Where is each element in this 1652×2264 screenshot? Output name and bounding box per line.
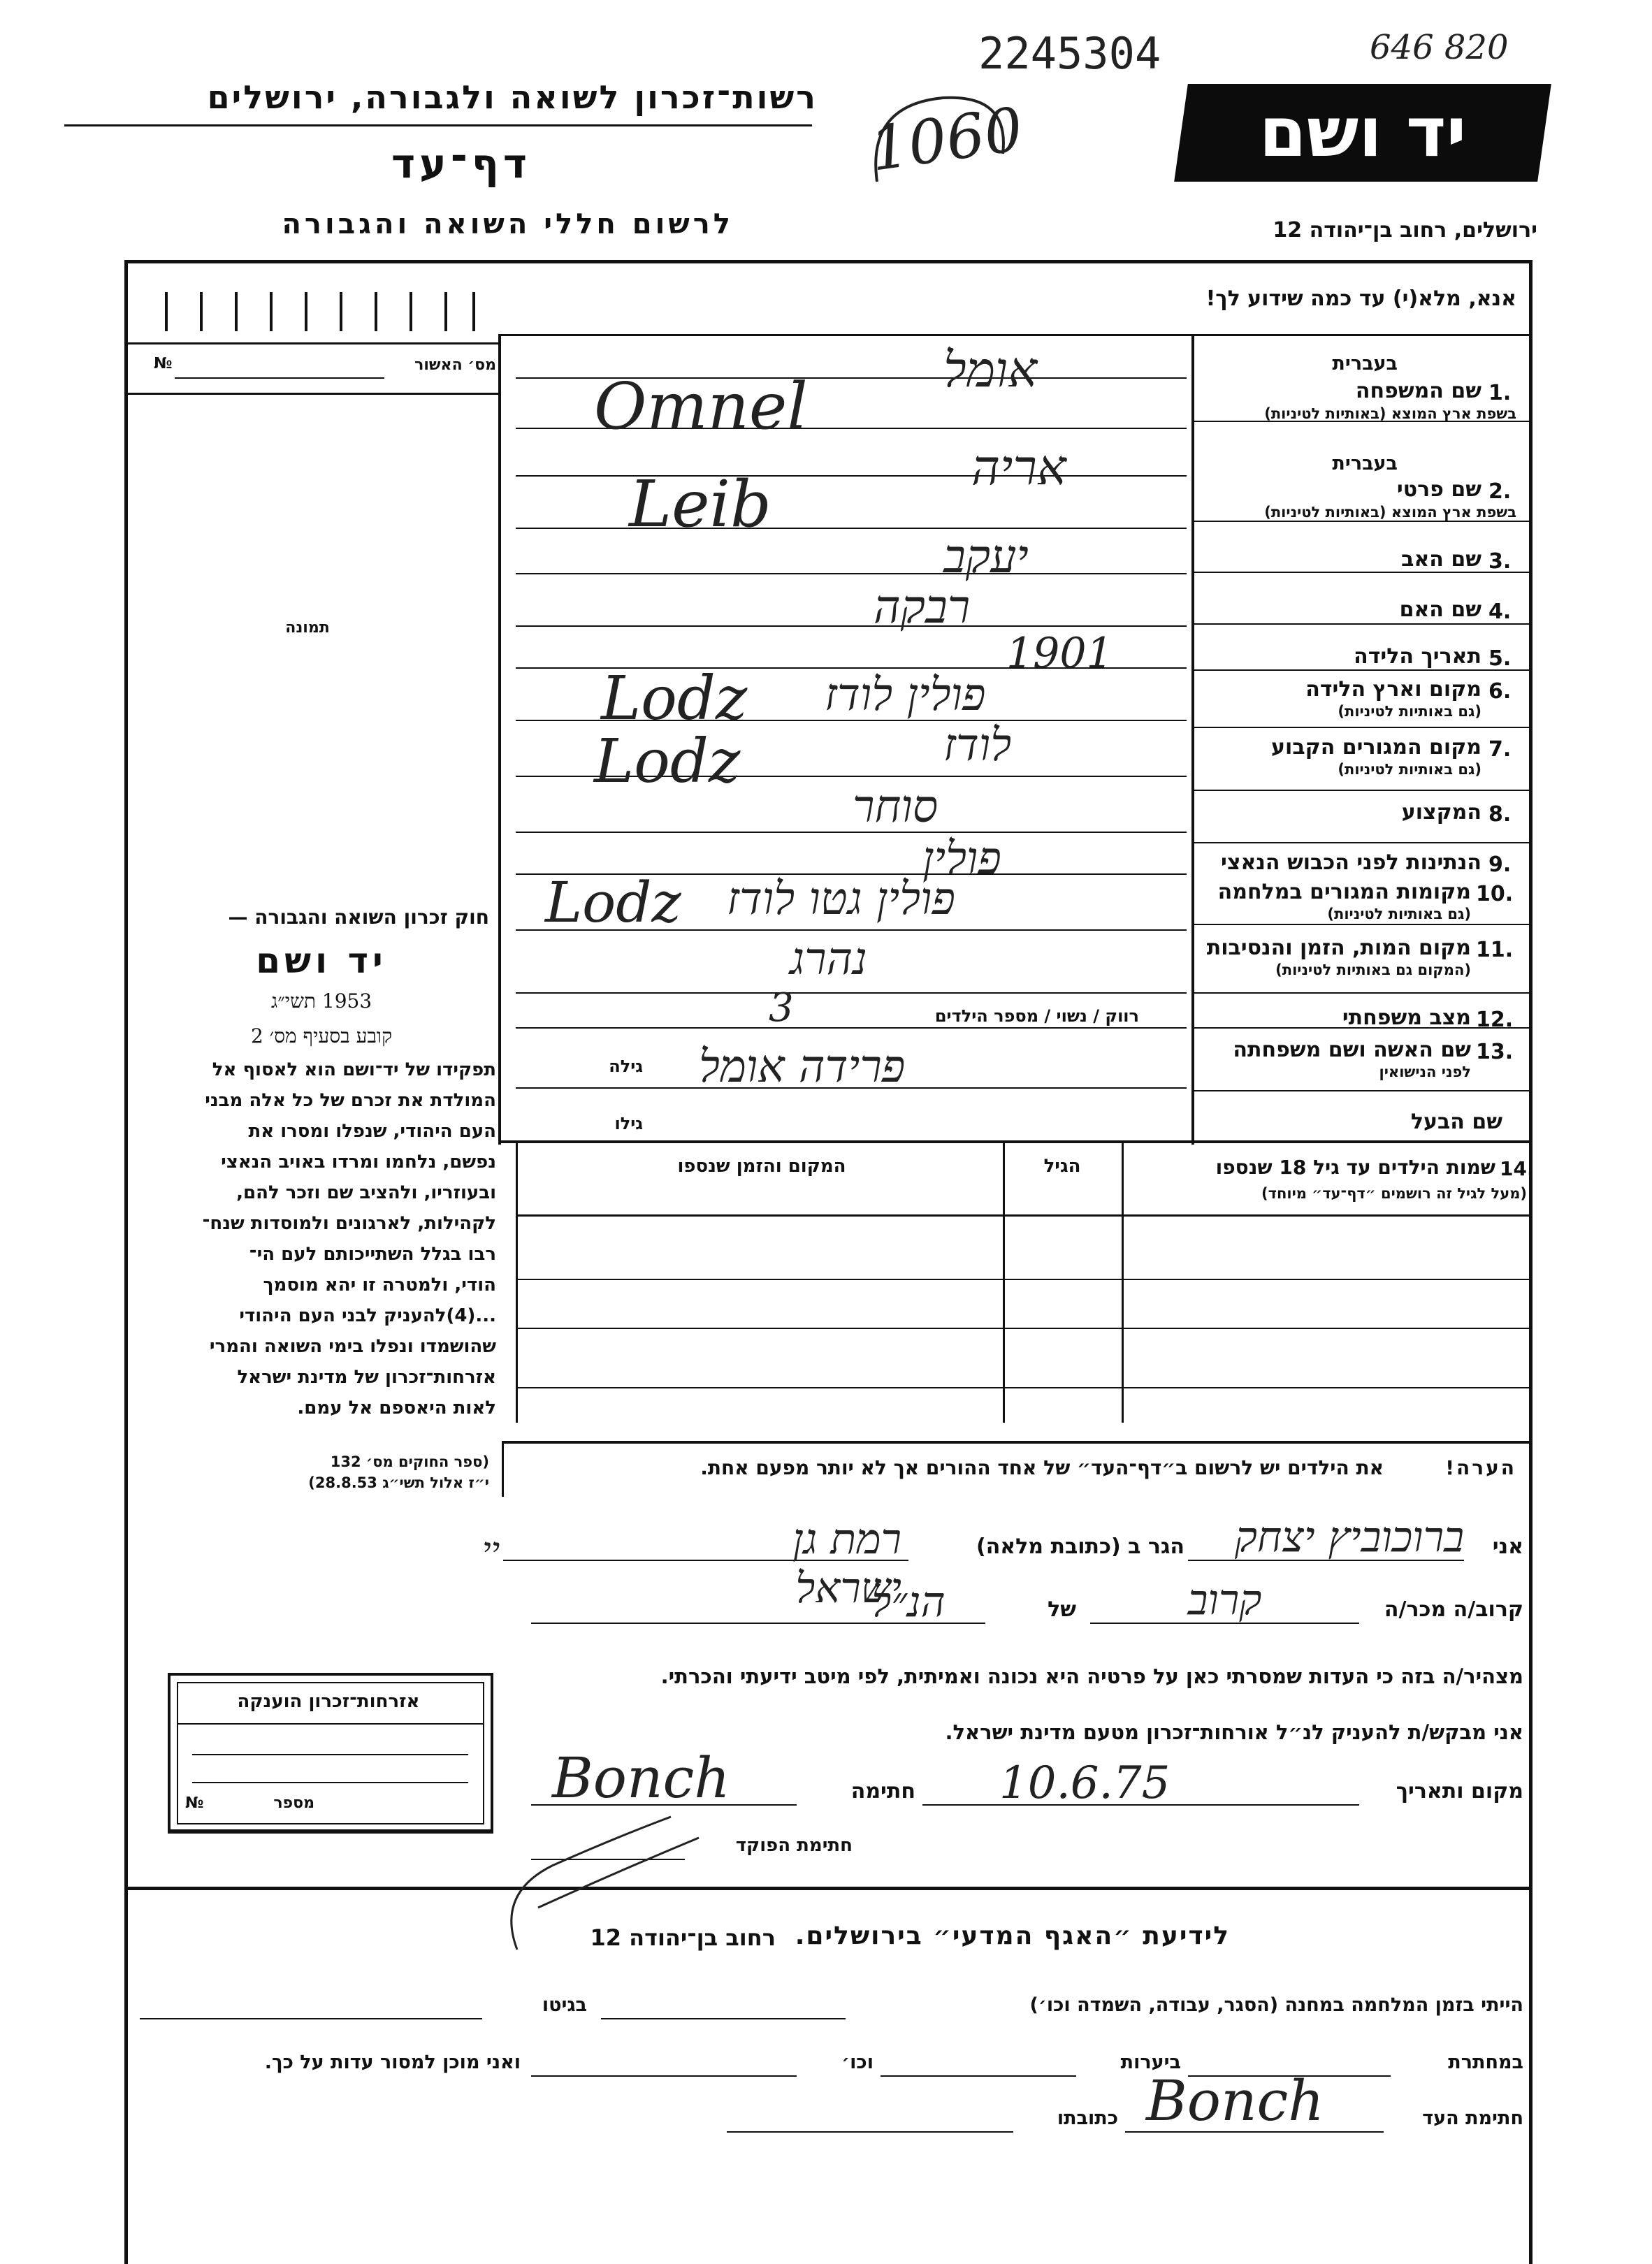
camp-line: [601, 2018, 846, 2019]
value-wartime-residence-latin: Lodz: [545, 870, 681, 935]
law-text-line: נפשם, נלחמו ומרדו באויב הנאצי: [221, 1152, 496, 1173]
children-header-rule: [516, 1214, 1529, 1217]
value-row-line: [516, 1027, 1187, 1029]
photo-box-top: [128, 393, 498, 395]
law-text-line: אזרחות־זכרון של מדינת ישראל: [237, 1367, 496, 1388]
children-field-number: 14.: [1500, 1157, 1535, 1180]
grid-bottom: [498, 1140, 1529, 1143]
place-date-value: 10.6.75: [999, 1757, 1171, 1809]
field-label-mother-name: שם האם: [1399, 597, 1481, 622]
handwritten-pen-strokes: [475, 1789, 839, 1964]
field-label-profession: המקצוע: [1401, 800, 1481, 825]
form-title: דף־עד: [391, 140, 532, 187]
label-row-line: [1194, 790, 1529, 791]
children-col-place: [1003, 1143, 1005, 1423]
underground-label: במחתרת: [1448, 2052, 1523, 2073]
grid-label-divider: [1191, 334, 1194, 1145]
field-label-wife-name: שם האשה ושם משפחתה: [1233, 1038, 1471, 1062]
law-reference-2: י״ז אלול תשי״ג 28.8.53): [308, 1474, 489, 1491]
field-num-1: 1.: [1488, 381, 1512, 405]
signature-value: Bonch: [552, 1746, 730, 1811]
field-label-residence: מקום המגורים הקבוע: [1271, 735, 1481, 760]
form-subtitle: לרשום חללי השואה והגבורה: [282, 208, 734, 240]
law-text-line: ...(4)להעניק לבני העם היהודי: [239, 1305, 496, 1326]
citizenship-line-1: [192, 1754, 468, 1755]
husband-age-label: גילו: [614, 1114, 643, 1133]
field-num-13: 13.: [1476, 1040, 1514, 1064]
citizenship-title-rule: [177, 1723, 484, 1725]
value-wife-name: פרידה אומל: [699, 1041, 906, 1093]
citizenship-request: אני מבקש/ת להעניק לנ״ל אורחות־זכרון מטעם מדינת ישראל.: [945, 1720, 1523, 1744]
value-birth-place-latin: Lodz: [601, 664, 748, 734]
law-text-line: העם היהודי, שנפלו ומסרו את: [248, 1121, 496, 1142]
label-row-line: [1194, 842, 1529, 843]
value-birth-date: 1901: [1006, 629, 1113, 678]
law-text-line: לקהילות, לארגונים ולמוסדות שנח־: [202, 1213, 496, 1234]
bottom-address: רחוב בן־יהודה 12: [590, 1924, 776, 1951]
declaration-statement: מצהיר/ה בזה כי העדות שמסרתי כאן על פרטיה היא נכונה ואמיתית, לפי מיטב ידיעתי והכרתי.: [660, 1664, 1523, 1688]
approval-no-sign: №: [154, 355, 173, 372]
law-clause: קובע בסעיף מס׳ 2: [250, 1024, 393, 1047]
logo-text: יד ושם: [1259, 93, 1467, 173]
value-row-line: [516, 573, 1187, 574]
camp-line-label: הייתי בזמן המלחמה במחנה (הסגר, עבודה, השמדה וכו׳): [1029, 1994, 1523, 2016]
value-children-count: 3: [769, 985, 794, 1031]
law-text-line: שהושמדו ונפלו בימי השואה והמרי: [209, 1336, 496, 1357]
frame-right: [1529, 260, 1533, 2264]
label-row-line: [1194, 521, 1529, 522]
field-num-8: 8.: [1488, 802, 1512, 827]
handwritten-corner-number: 646 820: [1370, 28, 1509, 67]
law-title: חוק זכרון השואה והגבורה —: [228, 906, 489, 929]
note-left-rule: [502, 1441, 504, 1497]
etc-line: [531, 2075, 797, 2077]
relation-value: קרוב: [1187, 1576, 1262, 1625]
field-sub-wife-name: לפני הנישואין: [1379, 1064, 1471, 1080]
of-value: הנ״ל: [871, 1578, 945, 1627]
citizenship-number-label: מספר: [273, 1794, 314, 1812]
field-label-nationality: הנתינות לפני הכבוש הנאצי: [1221, 850, 1481, 875]
ghetto-line: [140, 2018, 482, 2019]
grid-left-border: [498, 334, 501, 1145]
approval-number-line: [175, 377, 384, 379]
children-col-age: [1122, 1143, 1124, 1423]
of-label: של: [1048, 1597, 1076, 1622]
field-label-birth-date: תאריך הלידה: [1354, 644, 1481, 669]
forests-label: ביערות: [1120, 2052, 1181, 2073]
handwritten-circle-mark: [860, 77, 1020, 210]
field-num-4: 4.: [1488, 600, 1512, 624]
value-row-line: [516, 992, 1187, 994]
value-father-name: יעקב: [943, 530, 1029, 583]
label-row-line: [1194, 992, 1529, 994]
place-date-label: מקום ותאריך: [1396, 1779, 1523, 1804]
frame-left: [124, 260, 128, 2264]
header-rule: [64, 124, 812, 126]
hebrew-label-1: בעברית: [1332, 353, 1398, 375]
law-text-line: רבו בגלל השתייכותם לעם הי־: [249, 1244, 496, 1265]
approval-number-label: מס׳ האשור: [414, 356, 496, 374]
value-row-line: [516, 528, 1187, 529]
handwritten-record-number: 2245304: [978, 28, 1161, 79]
law-text-line: תפקידו של יד־ושם הוא לאסוף אל: [212, 1059, 496, 1080]
photo-label: תמונה: [285, 619, 330, 637]
officer-signature-label: חתימת הפוקד: [735, 1835, 853, 1856]
hebrew-label-2: בעברית: [1332, 453, 1398, 474]
org-name: רשות־זכרון לשואה ולגבורה, ירושלים: [207, 78, 818, 116]
law-year: 1953 תשי״ג: [270, 989, 372, 1013]
children-subheading: (מעל לגיל זה רושמים ״דף־עד״ מיוחד): [1261, 1185, 1527, 1202]
citizenship-line-2: [192, 1782, 468, 1783]
declarant-address: רמת גן ישראל: [792, 1515, 901, 1613]
bottom-heading: לידיעת ״האגף המדעי״ בירושלים.: [795, 1922, 1230, 1950]
children-age-column: הגיל: [1043, 1156, 1081, 1177]
children-heading: שמות הילדים עד גיל 18 שנספו: [1215, 1156, 1495, 1179]
law-text-line: הודי, ולמטרה זו יהא מוסמך: [263, 1275, 496, 1296]
value-wartime-residence: פולין גטו לודז: [727, 873, 955, 925]
witness-signature-label: חתימת העד: [1422, 2107, 1523, 2129]
fill-request: אנא, מלא(י) עד כמה שידוע לך!: [1205, 286, 1516, 311]
field-num-6: 6.: [1488, 679, 1512, 704]
children-place-column: המקום והזמן שנספו: [677, 1156, 846, 1177]
field-label-husband-name: שם הבעל: [1410, 1110, 1502, 1134]
value-birth-place: פולין לודז: [825, 669, 986, 721]
law-text-line: ובעוזריו, ולהציב שם וזכר להם,: [236, 1182, 496, 1203]
label-row-line: [1194, 572, 1529, 573]
note-text: את הילדים יש לרשום ב״דף־העד״ של אחד ההורים אך לא יותר מפעם אחת.: [700, 1456, 1384, 1479]
law-reference-1: (ספר החוקים מס׳ 132: [330, 1453, 489, 1470]
value-residence: לודז: [943, 720, 1012, 771]
yad-vashem-logo: [1174, 84, 1551, 182]
wife-age-label: גילה: [609, 1057, 643, 1076]
field-num-9: 9.: [1488, 852, 1512, 877]
field-sub-birth-place: (גם באותיות לטיניות): [1338, 703, 1481, 720]
value-first-name-latin: Leib: [629, 467, 771, 542]
family-status-options: רווק / נשוי / מספר הילדים: [934, 1006, 1139, 1026]
relative-label: קרוב/ה מכר/ה: [1384, 1597, 1523, 1622]
child-row-line: [518, 1279, 1529, 1280]
field-num-3: 3.: [1488, 549, 1512, 574]
declaration-resides-label: הגר ב (כתובת מלאה): [976, 1534, 1184, 1559]
field-sub-first-name: בשפת ארץ המוצא (באותיות לטיניות): [1264, 504, 1516, 521]
value-mother-name: רבקה: [874, 580, 971, 634]
field-label-family-status: מצב משפחתי: [1342, 1006, 1471, 1030]
label-row-line: [1194, 924, 1529, 925]
grid-top: [498, 334, 1529, 336]
value-row-line: [516, 475, 1187, 477]
field-sub-family-name: בשפת ארץ המוצא (באותיות לטיניות): [1264, 405, 1516, 422]
ghetto-label: בגיטו: [542, 1994, 587, 2016]
field-label-birth-place: מקום וארץ הלידה: [1305, 677, 1481, 702]
label-row-line: [1194, 1090, 1529, 1091]
law-name: יד ושם: [256, 941, 387, 981]
value-profession: סוחר: [853, 781, 939, 833]
witness-address-label: כתובתו: [1057, 2107, 1118, 2129]
note-top-rule: [502, 1441, 1529, 1444]
field-sub-death-place: (המקום גם באותיות לטיניות): [1275, 962, 1471, 978]
institute-address: ירושלים, רחוב בן־יהודה 12: [1273, 218, 1537, 242]
field-num-7: 7.: [1488, 737, 1512, 762]
value-first-name-hebrew: אריה: [971, 439, 1066, 496]
value-nationality: פולין: [922, 833, 1001, 885]
etc-label: וכו׳: [841, 2052, 874, 2073]
declarant-name: ברוכוביץ יצחק: [1234, 1513, 1464, 1562]
handwritten-circle-number: 1060: [866, 94, 1027, 185]
field-sub-wartime-residence: (גם באותיות לטיניות): [1327, 906, 1471, 922]
citizenship-no-sign: №: [185, 1794, 204, 1812]
declaration-margin-mark: יי: [482, 1530, 500, 1569]
witness-address-line: [727, 2131, 1013, 2133]
law-text-line: המולדת את זכרם של כל אלה מבני: [205, 1090, 496, 1111]
forests-line: [881, 2075, 1076, 2077]
label-row-line: [1194, 727, 1529, 728]
field-label-father-name: שם האב: [1401, 547, 1481, 572]
note-label: הערה!: [1445, 1456, 1516, 1479]
law-text-line: לאות היאספם אל עמם.: [297, 1398, 496, 1418]
field-label-family-name: שם המשפחה: [1355, 379, 1481, 403]
label-row-line: [1194, 669, 1529, 671]
value-row-line: [516, 625, 1187, 627]
value-residence-latin: Lodz: [594, 727, 741, 797]
field-num-12: 12.: [1476, 1008, 1514, 1032]
witness-signature-value: Bonch: [1146, 2068, 1324, 2133]
child-row-line: [518, 1328, 1529, 1329]
field-num-11: 11.: [1476, 938, 1514, 962]
approval-number-boxes: [152, 286, 481, 335]
value-family-name-latin: Omnel: [594, 369, 808, 444]
value-family-name-hebrew: אומל: [943, 341, 1038, 398]
field-num-10: 10.: [1476, 882, 1514, 906]
label-row-line: [1194, 623, 1529, 625]
children-table-left: [516, 1143, 518, 1423]
frame-top: [124, 260, 1533, 263]
approval-box-rule: [128, 342, 498, 344]
value-death-place: נהרג: [790, 934, 867, 985]
field-label-death-place: מקום המות, הזמן והנסיבות: [1206, 936, 1471, 960]
citizenship-title: אזרחות־זכרון הוענקה: [237, 1691, 420, 1712]
declaration-i-label: אני: [1492, 1534, 1523, 1559]
field-num-2: 2.: [1488, 479, 1512, 504]
signature-label: חתימה: [850, 1779, 915, 1804]
field-label-wartime-residence: מקומות המגורים במלחמה: [1217, 880, 1471, 904]
field-sub-residence: (גם באותיות לטיניות): [1338, 761, 1481, 778]
field-num-5: 5.: [1488, 646, 1512, 671]
child-row-line: [518, 1387, 1529, 1388]
value-row-line: [516, 832, 1187, 833]
field-label-first-name: שם פרטי: [1396, 477, 1481, 502]
testimony-ready-text: ואני מוכן למסור עדות על כך.: [264, 2052, 521, 2073]
